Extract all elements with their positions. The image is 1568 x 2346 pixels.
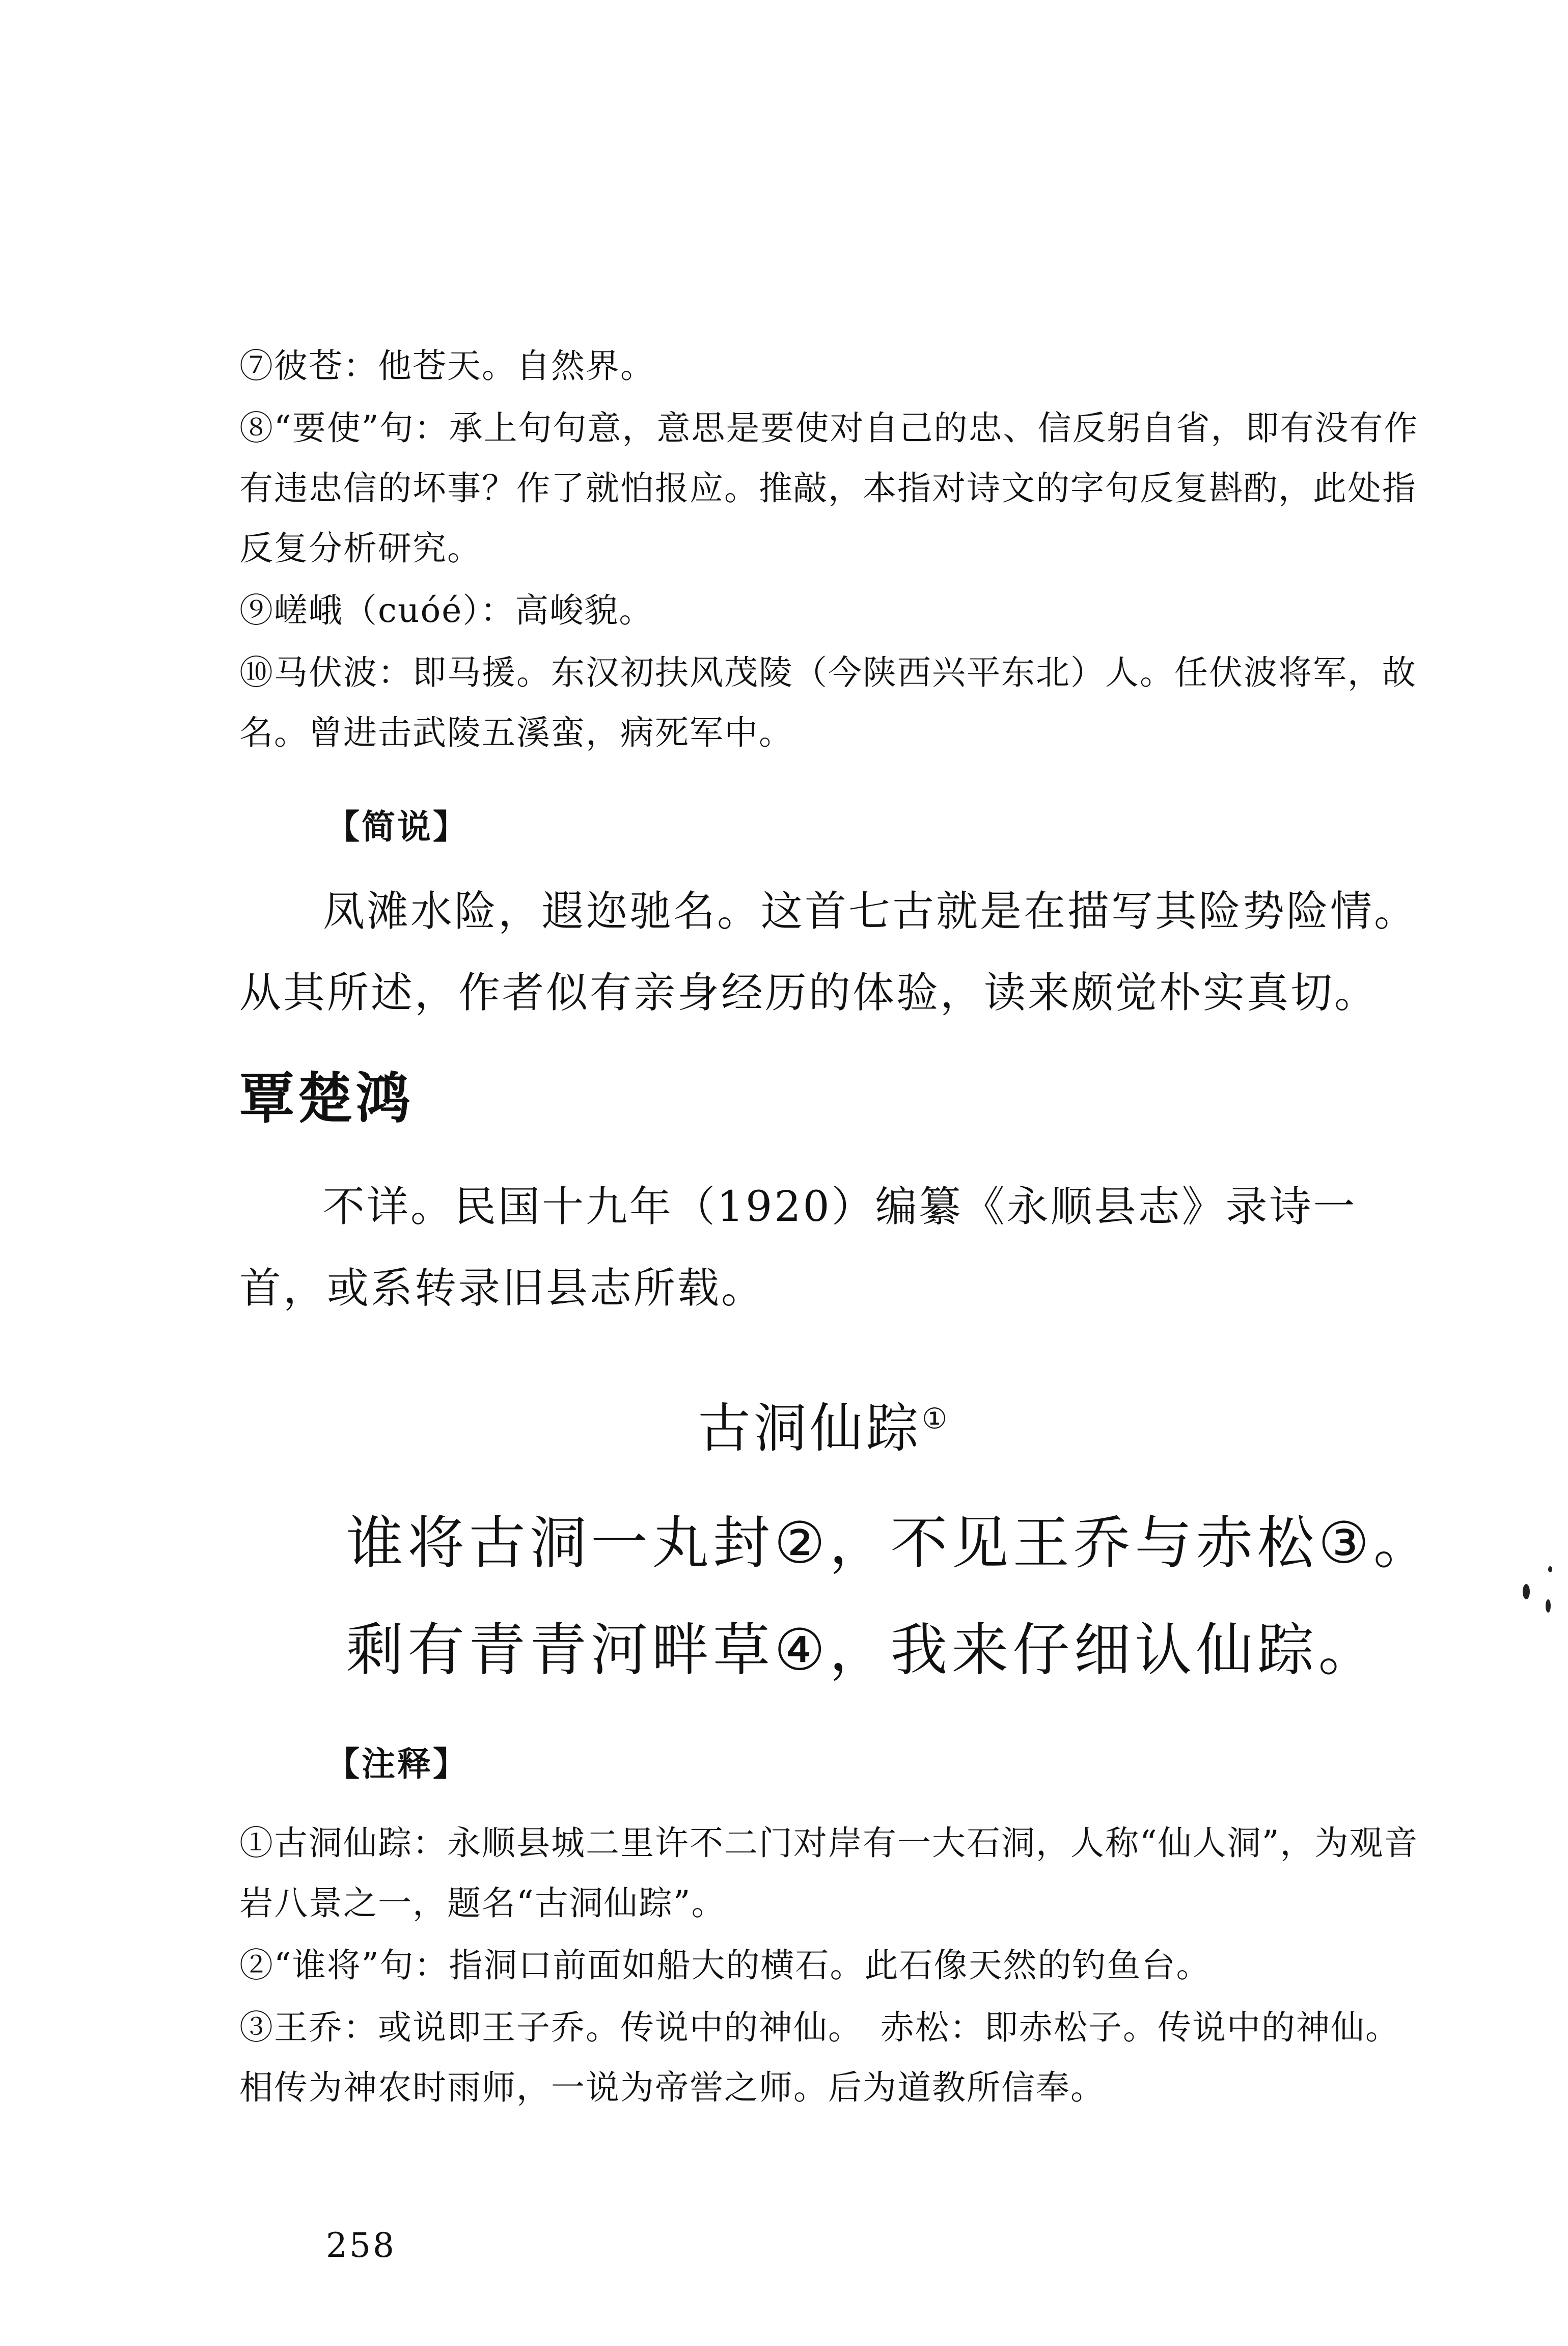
poem-title-wrap — [698, 1385, 950, 1462]
note-3: ③王乔：或说即王子乔。传说中的神仙。 赤松：即赤松子。传说中的神仙。相传为神农时雨师，一说为帝喾之师。后为道教所信奉。 — [239, 2008, 1400, 2107]
scan-speck — [1523, 1584, 1530, 1599]
notes-bottom — [239, 1813, 1421, 2118]
brief-block — [239, 871, 1421, 1034]
note-8: ⑧“要使”句：承上句句意，意思是要使对自己的忠、信反躬自省，即有没有作有违忠信的坏事？作了就怕报应。推敲，本指对诗文的字句反复斟酌，此处指反复分析研究。 — [239, 408, 1419, 568]
scan-speck — [1548, 1566, 1552, 1572]
author-name: 覃楚鸿 — [239, 1067, 414, 1131]
poem-title-mark: ① — [922, 1402, 951, 1436]
brief-label: 【简说】 — [326, 807, 469, 847]
poem-line-2: 剩有青青河畔草④，我来仔细认仙踪。 — [346, 1617, 1380, 1683]
note-7: ⑦彼苍：他苍天。自然界。 — [239, 346, 655, 386]
notes-label: 【注释】 — [326, 1744, 469, 1784]
poem-title: 古洞仙踪 — [698, 1397, 922, 1459]
note-10: ⑩马伏波：即马援。东汉初扶风茂陵（今陕西兴平东北）人。任伏波将军，故名。曾进击武陵五溪蛮，病死军中。 — [239, 653, 1417, 752]
note-9: ⑨嵯峨（cuóé）：高峻貌。 — [239, 591, 654, 630]
brief-text: 凤滩水险，遐迩驰名。这首七古就是在描写其险势险情。从其所述，作者似有亲身经历的体验，读来颇觉朴实真切。 — [239, 887, 1418, 1017]
poem-line-1: 谁将古洞一丸封②，不见王乔与赤松③。 — [346, 1510, 1435, 1576]
author-bio: 不详。民国十九年（1920）编纂《永顺县志》录诗一首，或系转录旧县志所载。 — [239, 1183, 1357, 1313]
note-1: ①古洞仙踪：永顺县城二里许不二门对岸有一大石洞，人称“仙人洞”，为观音岩八景之一，题名“古洞仙踪”。 — [239, 1823, 1419, 1923]
note-2: ②“谁将”句：指洞口前面如船大的横石。此石像天然的钓鱼台。 — [239, 1946, 1211, 1985]
notes-top — [239, 336, 1421, 763]
scan-speck — [1546, 1599, 1551, 1613]
page-number: 258 — [326, 2226, 396, 2265]
author-bio-block — [239, 1166, 1421, 1329]
